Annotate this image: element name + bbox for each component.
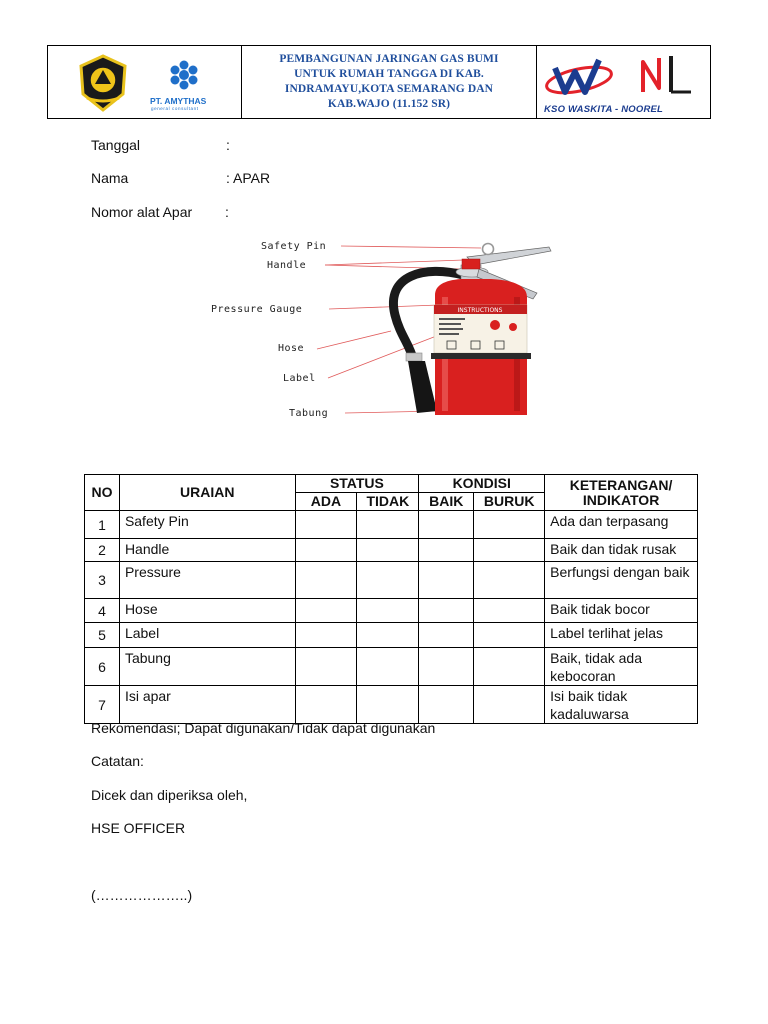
header-baik: BAIK	[419, 493, 474, 511]
header-logos-left	[48, 46, 242, 118]
field-nomor-alat	[91, 204, 229, 220]
header-keterangan-line1: KETERANGAN/	[569, 476, 673, 493]
row-keterangan: Baik tidak bocor	[545, 599, 698, 623]
cell-baik[interactable]	[419, 599, 474, 623]
cell-buruk[interactable]	[474, 511, 545, 539]
cell-ada[interactable]	[295, 511, 357, 539]
header-keterangan-line2: INDIKATOR	[582, 491, 660, 508]
table-row	[85, 562, 698, 599]
cell-tidak[interactable]	[357, 562, 419, 599]
table-row	[85, 686, 698, 724]
catatan-text: Catatan:	[91, 753, 144, 769]
dicek-text: Dicek dan diperiksa oleh,	[91, 787, 248, 803]
row-keterangan: Baik dan tidak rusak	[545, 539, 698, 562]
label-safety-pin: Safety Pin	[261, 241, 327, 252]
row-keterangan: Isi baik tidak kadaluwarsa	[545, 686, 698, 724]
row-uraian: Label	[119, 623, 295, 648]
nozzle-shape	[408, 361, 437, 413]
field-nama	[91, 170, 271, 186]
cell-ada[interactable]	[295, 686, 357, 724]
instruction-label-text: INSTRUCTIONS	[457, 307, 503, 314]
safety-pin-ring-shape	[483, 244, 494, 255]
label-pressure-gauge: Pressure Gauge	[211, 304, 303, 315]
cell-ada[interactable]	[295, 562, 357, 599]
row-keterangan: Label terlihat jelas	[545, 623, 698, 648]
header-title-cell	[242, 46, 537, 118]
label-detail-mark	[439, 333, 459, 335]
field-nomor-label: Nomor alat Apar	[91, 204, 193, 220]
inspection-table	[84, 474, 698, 724]
amythas-logo-name: PT. AMYTHAS	[150, 96, 207, 106]
header-ada: ADA	[295, 493, 357, 511]
cell-buruk[interactable]	[474, 623, 545, 648]
noorel-logo	[637, 52, 697, 98]
project-title-line: UNTUK RUMAH TANGGA DI KAB.	[294, 68, 484, 80]
cell-ada[interactable]	[295, 648, 357, 686]
document-header	[47, 45, 711, 119]
table-row	[85, 539, 698, 562]
fire-extinguisher-diagram	[205, 235, 565, 430]
row-uraian: Isi apar	[119, 686, 295, 724]
table-row	[85, 599, 698, 623]
label-hose: Hose	[278, 343, 305, 354]
header-logos-right	[537, 46, 710, 118]
row-uraian: Safety Pin	[119, 511, 295, 539]
waskita-logo	[543, 54, 621, 100]
table-row	[85, 623, 698, 648]
label-red-icon	[509, 323, 517, 331]
project-title-line: PEMBANGUNAN JARINGAN GAS BUMI	[279, 53, 499, 65]
row-no: 3	[85, 562, 120, 599]
valve-nut-shape	[462, 259, 480, 269]
table-row	[85, 511, 698, 539]
label-tabung: Tabung	[289, 408, 329, 419]
label-detail-mark	[439, 318, 465, 320]
row-no: 6	[85, 648, 120, 686]
cell-baik[interactable]	[419, 648, 474, 686]
bracket-band-shape	[431, 353, 531, 359]
row-uraian: Hose	[119, 599, 295, 623]
row-keterangan: Baik, tidak ada kebocoran	[545, 648, 698, 686]
cell-tidak[interactable]	[357, 511, 419, 539]
hose-ring-shape	[406, 353, 422, 361]
label-handle: Handle	[267, 260, 307, 271]
project-title	[279, 52, 498, 112]
field-tanggal-value: :	[226, 137, 230, 153]
header-keterangan	[545, 475, 698, 511]
cell-buruk[interactable]	[474, 648, 545, 686]
cell-buruk[interactable]	[474, 539, 545, 562]
row-keterangan: Berfungsi dengan baik	[545, 562, 698, 599]
signature-line: (………………..)	[91, 887, 193, 903]
pointer-line	[317, 331, 391, 349]
kso-logo-name: KSO WASKITA - NOOREL	[544, 104, 664, 115]
label-label: Label	[283, 373, 316, 384]
cell-baik[interactable]	[419, 562, 474, 599]
officer-title: HSE OFFICER	[91, 820, 186, 836]
cell-buruk[interactable]	[474, 599, 545, 623]
header-kondisi: KONDISI	[419, 475, 545, 493]
cell-tidak[interactable]	[357, 686, 419, 724]
row-no: 1	[85, 511, 120, 539]
cell-baik[interactable]	[419, 686, 474, 724]
field-tanggal-label: Tanggal	[91, 137, 141, 153]
table-header-row	[85, 475, 698, 493]
amythas-flower-icon	[167, 58, 201, 92]
cell-ada[interactable]	[295, 539, 357, 562]
cell-buruk[interactable]	[474, 562, 545, 599]
header-status: STATUS	[295, 475, 419, 493]
row-uraian: Handle	[119, 539, 295, 562]
row-no: 7	[85, 686, 120, 724]
cell-ada[interactable]	[295, 599, 357, 623]
rekomendasi-text: Rekomendasi; Dapat digunakan/Tidak dapat digunakan	[91, 720, 436, 736]
cell-tidak[interactable]	[357, 648, 419, 686]
row-keterangan: Ada dan terpasang	[545, 511, 698, 539]
cell-ada[interactable]	[295, 623, 357, 648]
header-no: NO	[85, 475, 120, 511]
label-detail-mark	[439, 323, 461, 325]
amythas-logo-subtitle: general consultant	[151, 106, 199, 111]
table-row	[85, 648, 698, 686]
label-red-icon	[490, 320, 500, 330]
cell-tidak[interactable]	[357, 623, 419, 648]
pointer-line	[329, 305, 439, 309]
row-uraian: Tabung	[119, 648, 295, 686]
header-uraian: URAIAN	[119, 475, 295, 511]
row-no: 4	[85, 599, 120, 623]
cell-baik[interactable]	[419, 511, 474, 539]
project-title-line: KAB.WAJO (11.152 SR)	[327, 98, 451, 110]
field-nomor-value: :	[225, 204, 229, 220]
cell-buruk[interactable]	[474, 686, 545, 724]
project-title-line: INDRAMAYU,KOTA SEMARANG DAN	[284, 83, 494, 95]
label-detail-mark	[439, 328, 463, 330]
cell-tidak[interactable]	[357, 539, 419, 562]
field-nama-label: Nama	[91, 170, 129, 186]
row-no: 5	[85, 623, 120, 648]
header-tidak: TIDAK	[357, 493, 419, 511]
cell-tidak[interactable]	[357, 599, 419, 623]
row-no: 2	[85, 539, 120, 562]
field-nama-value: : APAR	[226, 170, 271, 186]
field-tanggal	[91, 137, 230, 153]
row-uraian: Pressure	[119, 562, 295, 599]
cell-baik[interactable]	[419, 623, 474, 648]
header-buruk: BURUK	[474, 493, 545, 511]
cell-baik[interactable]	[419, 539, 474, 562]
pointer-line	[341, 246, 481, 248]
ministry-emblem-logo	[75, 54, 131, 112]
